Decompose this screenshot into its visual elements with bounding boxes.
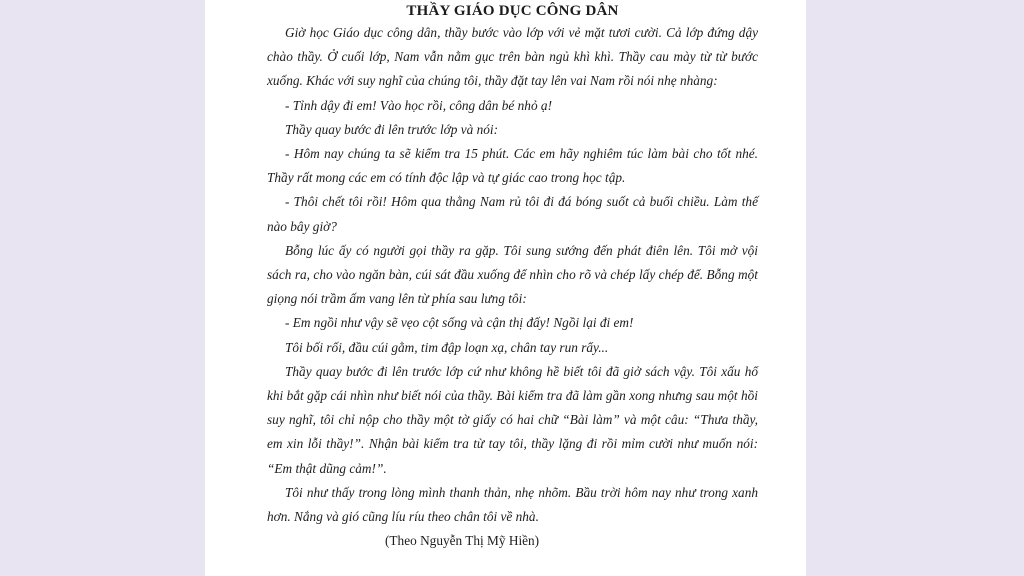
paragraph-6: Bỗng lúc ấy có người gọi thầy ra gặp. Tôi sung sướng đến phát điên lên. Tôi mở vội sách ra, cho vào ngăn bàn, cúi sát đầu xuống để nhìn cho rõ và chép lấy chép để. Bỗng một giọng nói trầm ấm vang lên từ phía sau lưng tôi:	[267, 242, 758, 307]
paragraph-1: Giờ học Giáo dục công dân, thầy bước vào lớp với vẻ mặt tươi cười. Cả lớp đứng dậy chào thầy. Ở cuối lớp, Nam vẫn nằm gục trên bàn ngủ khì khì. Thầy cau mày từ từ bước xuống. Khác với suy nghĩ của chúng tôi, thầy đặt tay lên vai Nam rồi nói nhẹ nhàng:	[267, 25, 758, 89]
source-citation: (Theo Nguyễn Thị Mỹ Hiền)	[385, 533, 540, 549]
paragraph-3: Thầy quay bước đi lên trước lớp và nói:	[285, 121, 499, 137]
paragraph-9: Thầy quay bước đi lên trước lớp cứ như không hề biết tôi đã giở sách vậy. Tôi xấu hổ khi bắt gặp cái nhìn như biết nói của thầy. Bài kiểm tra đã làm gần xong nhưng sau một hồi suy nghĩ, tôi chỉ nộp cho thầy một tờ giấy có hai chữ “Bài làm” và một câu: “Thưa thầy, em xin lỗi thầy!”. Nhận bài kiểm tra từ tay tôi, thầy lặng đi rồi mỉm cười như muốn nói: “Em thật dũng cảm!”.	[267, 363, 758, 476]
document-title: THẦY GIÁO DỤC CÔNG DÂN	[406, 3, 619, 19]
document-body	[267, 21, 758, 529]
paragraph-10: Tôi như thấy trong lòng mình thanh thản, nhẹ nhõm. Bầu trời hôm nay như trong xanh hơn. Nắng và gió cũng líu ríu theo chân tôi về nhà.	[267, 484, 758, 525]
paragraph-7: - Em ngồi như vậy sẽ vẹo cột sống và cận thị đấy! Ngồi lại đi em!	[285, 315, 634, 331]
left-margin	[0, 0, 205, 576]
paragraph-2: - Tỉnh dậy đi em! Vào học rồi, công dân bé nhỏ ạ!	[285, 97, 553, 113]
paragraph-8: Tôi bối rối, đầu cúi gằm, tim đập loạn xạ, chân tay run rẩy...	[285, 339, 609, 355]
paragraph-4: - Hôm nay chúng ta sẽ kiểm tra 15 phút. Các em hãy nghiêm túc làm bài cho tốt nhé. Thầy rất mong các em có tính độc lập và tự giác cao trong học tập.	[267, 146, 758, 186]
document-page	[205, 0, 806, 576]
paragraph-5: - Thôi chết tôi rồi! Hôm qua thằng Nam rủ tôi đi đá bóng suốt cả buổi chiều. Làm thế nào bây giờ?	[267, 194, 758, 234]
right-margin	[806, 0, 1024, 576]
